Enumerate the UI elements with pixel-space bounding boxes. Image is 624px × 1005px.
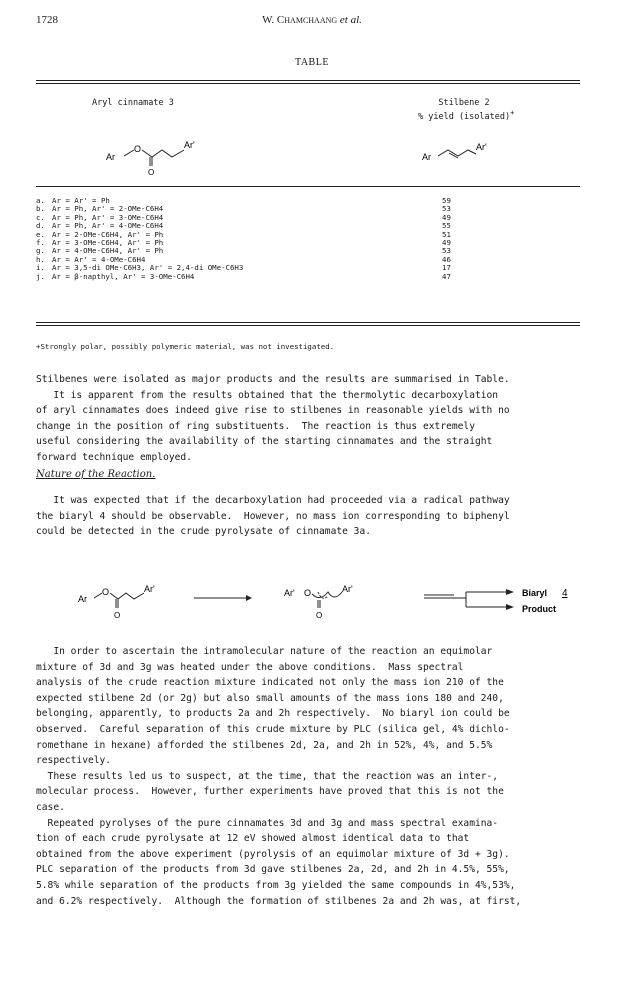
results-line: of aryl cinnamates does indeed give rise to stilbenes in reasonable yields with no (36, 405, 510, 417)
svg-text:Ar': Ar' (144, 584, 155, 594)
intramolecular-line: expected stilbene 2d (or 2g) but also small amounts of the mass ions 180 and 240, (36, 692, 504, 704)
table-top-rule (36, 80, 580, 81)
table-yields (442, 197, 472, 281)
row-yield: 59 (442, 196, 451, 205)
intramolecular-line: These results led us to suspect, at the time, that the reaction was an inter-, (36, 770, 499, 782)
row-substituents: Ar = 3,5-di OMe-C6H3, Ar' = 2,4-di OMe-C6H3 (52, 263, 244, 273)
column-header-cinnamate: Aryl cinnamate 3 (92, 98, 174, 108)
intramolecular-line: and 6.2% respectively. Although the formation of stilbenes 2a and 2h was, at first, (36, 895, 522, 907)
running-header (36, 14, 588, 30)
results-line: change in the position of ring substituents. The reaction is thus extremely (36, 420, 475, 432)
intramolecular-line: PLC separation of the products from 3d gave stilbenes 2a, 2d, and 2h in 4.5%, 55%, (36, 864, 510, 876)
radical-line: the biaryl 4 should be observable. However, no mass ion corresponding to biphenyl (36, 510, 510, 522)
row-label: f. (36, 237, 45, 247)
row-yield: 53 (442, 204, 451, 214)
scheme-intermediate (284, 584, 353, 620)
row-substituents: Ar = Ph, Ar' = 2-OMe-C6H4 (52, 204, 164, 214)
author-names: W. Chamchaang (262, 14, 338, 26)
intramolecular-line: In order to ascertain the intramolecular nature of the reaction an equimolar (36, 646, 493, 657)
page-number: 1728 (36, 14, 58, 26)
svg-text:O: O (304, 588, 312, 598)
row-yield: 17 (442, 263, 451, 273)
row-label: a. (36, 196, 45, 205)
table-title: TABLE (295, 57, 329, 68)
row-substituents: Ar = 3-OMe-C6H4, Ar' = Ph (52, 237, 164, 247)
row-yield: 49 (442, 237, 451, 247)
intramolecular-line: Repeated pyrolyses of the pure cinnamates 3d and 3g and mass spectral examina- (36, 817, 499, 829)
row-label: g. (36, 246, 45, 256)
stilbene-structure (420, 128, 510, 172)
svg-text:O: O (114, 611, 121, 620)
row-label: b. (36, 204, 45, 214)
scheme-reactant (78, 584, 155, 620)
svg-text:O: O (102, 587, 110, 597)
dagger-mark: + (510, 109, 515, 117)
row-yield: 51 (442, 229, 451, 239)
table-footnote: +Strongly polar, possibly polymeric material, was not investigated. (36, 342, 335, 351)
row-substituents: Ar = 2-OMe-C6H4, Ar' = Ph (52, 229, 164, 239)
row-yield: 47 (442, 271, 451, 281)
row-label: c. (36, 212, 45, 222)
section-title: Nature of the Reaction. (36, 469, 156, 480)
cinnamate-structure (104, 126, 214, 178)
intramolecular-line: romethane in hexane) afforded the stilbenes 2d, 2a, and 2h in 52%, 4%, and 5.5% (36, 739, 493, 751)
intramolecular-line: respectively. (36, 755, 112, 767)
intramolecular-line: mixture of 3d and 3g was heated under the above conditions. Mass spectral (36, 661, 464, 673)
table-top-rule-2 (36, 83, 580, 84)
row-substituents: Ar = Ar' = 4-OMe-C6H4 (52, 254, 146, 264)
intramolecular-line: belonging, apparently, to products 2a and 2h respectively. No biaryl ion could be (36, 708, 510, 720)
yield-header-text: % yield (isolated) (418, 111, 511, 122)
row-yield: 49 (442, 212, 451, 222)
intramolecular-line: tion of each crude pyrolysate at 12 eV showed almost identical data to that (36, 833, 470, 845)
row-substituents: Ar = β-napthyl, Ar' = 3-OMe-C6H4 (52, 271, 195, 281)
svg-text:O: O (316, 611, 323, 620)
results-line: Stilbenes were isolated as major products and the results are summarised in Table. (36, 374, 510, 385)
struct-arp-label: Ar' (184, 140, 195, 150)
results-line: forward technique employed. (36, 451, 192, 463)
table-bottom-rule-2 (36, 325, 580, 326)
table-bottom-rule (36, 322, 580, 323)
running-author (36, 14, 588, 26)
intramolecular-line: molecular process. However, further experiments have proved that this is not the (36, 786, 504, 798)
struct-carbonyl-o: O (148, 168, 155, 177)
struct-o-label: O (134, 144, 142, 154)
row-substituents: Ar = 4-OMe-C6H4, Ar' = Ph (52, 246, 164, 256)
svg-text:Ar: Ar (78, 594, 87, 604)
row-label: h. (36, 254, 45, 264)
row-label: j. (36, 271, 45, 281)
intramolecular-line: case. (36, 801, 65, 813)
intramolecular-line: obtained from the above experiment (pyrolysis of an equimolar mixture of 3d + 3g). (36, 848, 510, 860)
svg-text:Ar': Ar' (342, 584, 353, 594)
scheme-biaryl-label: Biaryl (522, 588, 548, 598)
column-header-yield (418, 108, 514, 123)
results-line: useful considering the availability of the starting cinnamates and the straight (36, 436, 493, 448)
stilbene-ar-label: Ar (422, 152, 431, 162)
row-substituents: Ar = Ar' = Ph (52, 196, 110, 205)
paragraph-results (36, 372, 596, 466)
row-substituents: Ar = Ph, Ar' = 4-OMe-C6H4 (52, 221, 164, 231)
row-substituents: Ar = Ph, Ar' = 3-OMe-C6H4 (52, 212, 164, 222)
row-yield: 46 (442, 254, 451, 264)
intramolecular-line: 5.8% while separation of the products from 3g yielded the same compounds in 4%,53%, (36, 879, 516, 891)
svg-text:Ar': Ar' (284, 588, 295, 598)
radical-line: It was expected that if the decarboxylation had proceeded via a radical pathway (36, 495, 510, 506)
struct-ar-label: Ar (106, 152, 115, 162)
paragraph-radical (36, 493, 596, 540)
row-label: i. (36, 263, 45, 273)
results-line: It is apparent from the results obtained that the thermolytic decarboxylation (36, 389, 499, 401)
scheme-biaryl-number: 4 (562, 588, 568, 599)
reaction-scheme (36, 552, 596, 632)
row-yield: 53 (442, 246, 451, 256)
stilbene-arp-label: Ar' (476, 142, 487, 152)
row-label: e. (36, 229, 45, 239)
scheme-product-label: Product (522, 604, 557, 614)
table-rows (36, 197, 506, 281)
column-header-stilbene: Stilbene 2 (438, 98, 490, 108)
intramolecular-line: analysis of the crude reaction mixture indicated not only the mass ion 210 of the (36, 677, 504, 689)
radical-line: could be detected in the crude pyrolysate of cinnamate 3a. (36, 526, 372, 538)
paragraph-intramolecular (36, 644, 596, 909)
author-etal: et al. (339, 14, 362, 26)
row-label: d. (36, 221, 45, 231)
table-row (36, 273, 506, 281)
intramolecular-line: observed. Careful separation of this crude mixture by PLC (silica gel, 4% dichlo- (36, 723, 510, 735)
table-mid-rule (36, 186, 580, 187)
row-yield: 55 (442, 221, 451, 231)
